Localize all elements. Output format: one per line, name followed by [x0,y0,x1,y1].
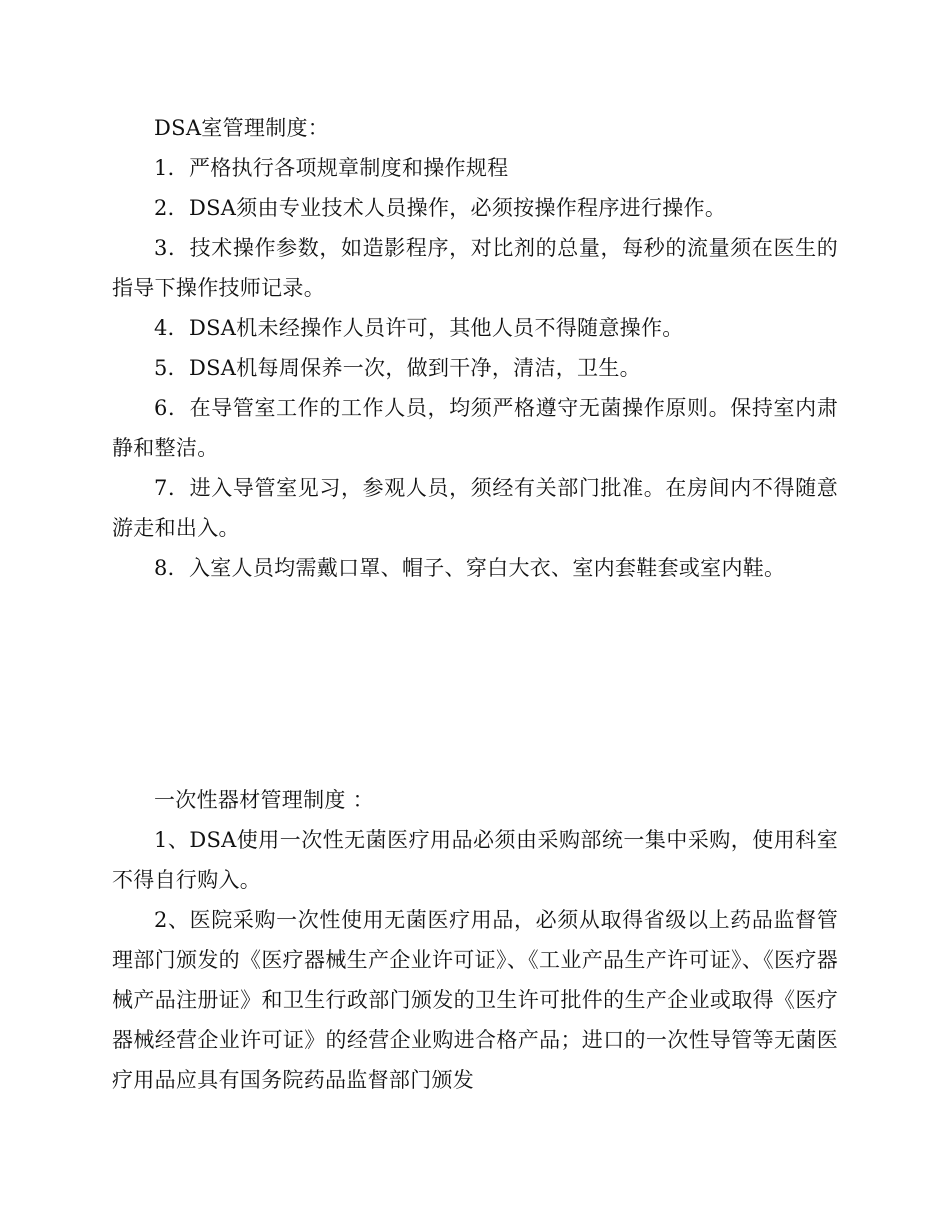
dsa-rule-item-1: 1．严格执行各项规章制度和操作规程 [154,156,509,180]
disposable-equipment-rules-section [112,780,838,1100]
dsa-room-rules-section [112,108,838,588]
dsa-rule-item-7: 7．进入导管室见习，参观人员，须经有关部门批准。在房间内不得随意游走和出入。 [112,476,838,540]
dsa-rule-item-5: 5．DSA机每周保养一次，做到干净，清洁，卫生。 [154,356,641,380]
dsa-rule-item-3: 3．技术操作参数，如造影程序，对比剂的总量，每秒的流量须在医生的指导下操作技师记录。 [112,236,838,300]
disposable-rule-item-2: 2、医院采购一次性使用无菌医疗用品，必须从取得省级以上药品监督管理部门颁发的《医疗器械生产企业许可证》、《工业产品生产许可证》、《医疗器械产品注册证》和卫生行政部门颁发的卫生许可批件的生产企业或取得《医疗器械经营企业许可证》的经营企业购进合格产品；进口的一次性导管等无菌医疗用品应具有国务院药品监督部门颁发 [112,908,838,1092]
disposable-rule-item-1: 1、DSA使用一次性无菌医疗用品必须由采购部统一集中采购，使用科室不得自行购入。 [112,828,838,892]
dsa-rule-item-2: 2．DSA须由专业技术人员操作，必须按操作程序进行操作。 [154,196,727,220]
dsa-rule-item-6: 6．在导管室工作的工作人员，均须严格遵守无菌操作原则。保持室内肃静和整洁。 [112,396,838,460]
dsa-rule-item-4: 4．DSA机未经操作人员许可，其他人员不得随意操作。 [154,316,684,340]
dsa-rule-item-8: 8．入室人员均需戴口罩、帽子、穿白大衣、室内套鞋套或室内鞋。 [154,556,786,580]
dsa-room-rules-title: DSA室管理制度： [154,116,330,140]
disposable-equipment-rules-title: 一次性器材管理制度 ： [154,788,374,812]
